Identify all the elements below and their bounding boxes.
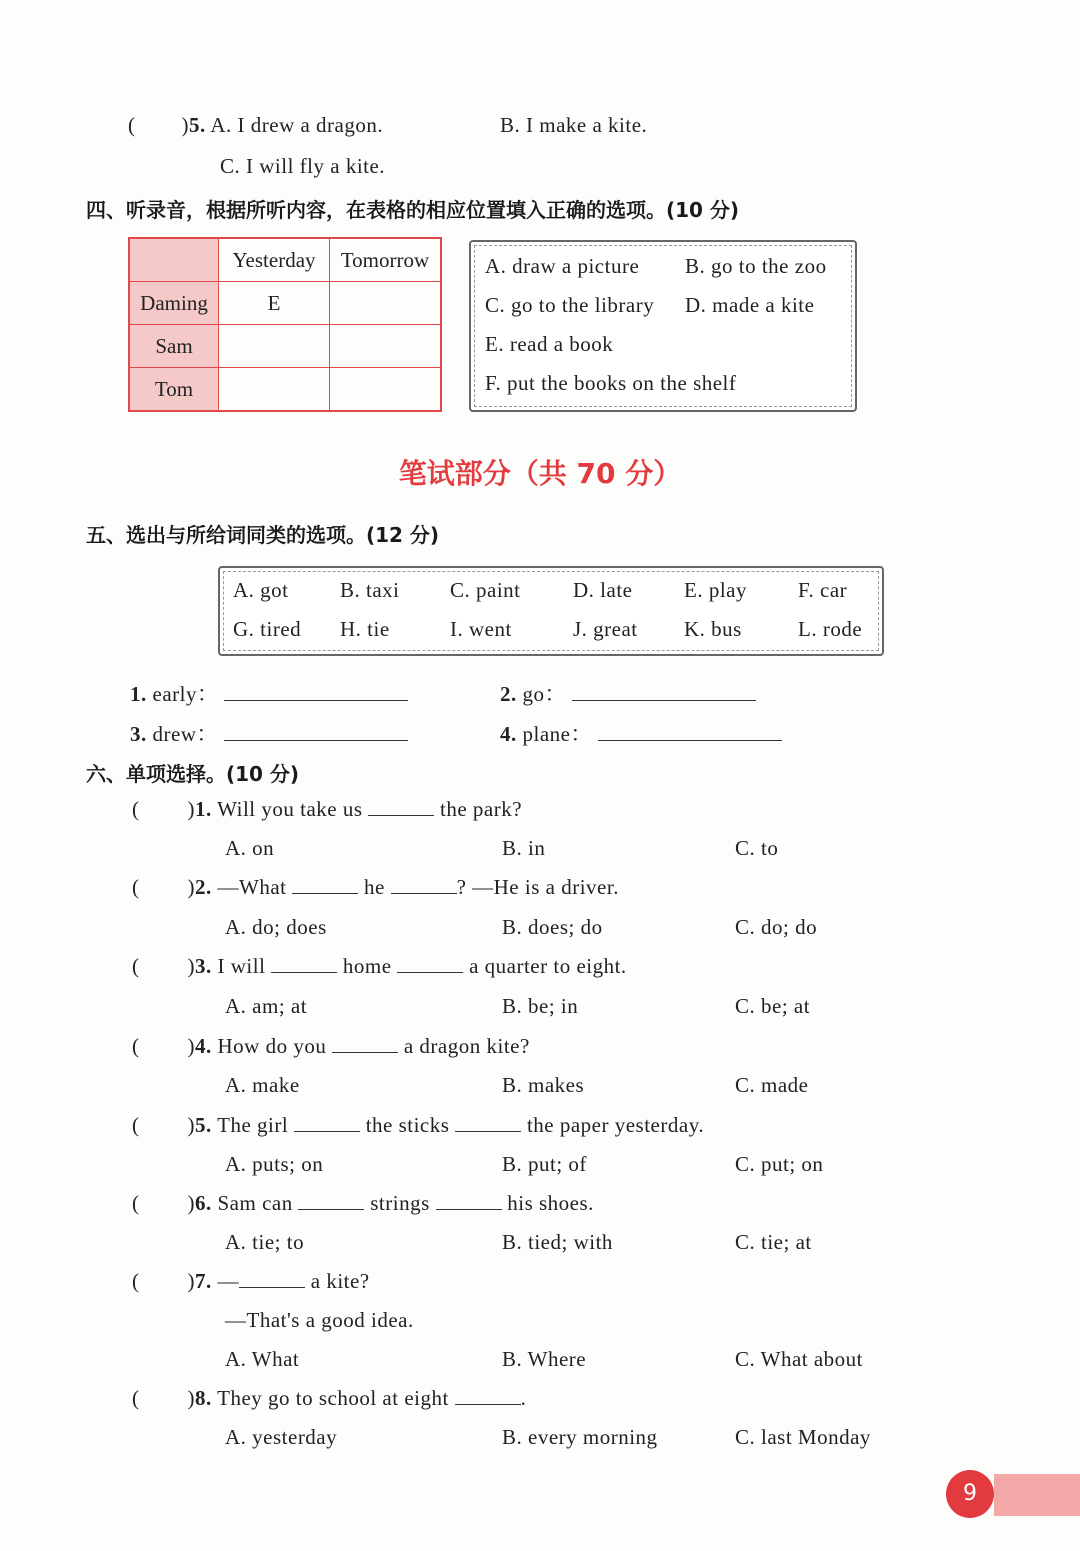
option-a[interactable]: A. make: [225, 1073, 300, 1097]
answer-blank[interactable]: [598, 739, 782, 741]
word-option: C. paint: [450, 578, 521, 602]
answer-paren[interactable]: ( ): [132, 954, 195, 978]
answer-blank[interactable]: [292, 892, 358, 894]
sec5-item: 3. drew：: [130, 718, 408, 748]
answer-blank[interactable]: [224, 699, 408, 701]
listening-option: B. go to the zoo: [685, 254, 827, 278]
question-row: ( )6. Sam can strings his shoes.: [132, 1191, 594, 1215]
question-row: ( )8. They go to school at eight .: [132, 1386, 527, 1410]
answer-paren[interactable]: ( ): [132, 1113, 195, 1137]
word-option: G. tired: [233, 617, 302, 641]
table-cell[interactable]: [330, 368, 442, 412]
answer-paren[interactable]: ( ): [132, 1386, 195, 1410]
sec5-item: 2. go：: [500, 678, 756, 708]
word-option: J. great: [573, 617, 638, 641]
section-6-title: 六、单项选择。(10 分): [86, 762, 300, 786]
option-c[interactable]: C. to: [735, 836, 779, 860]
question-row: ( )1. Will you take us the park?: [132, 797, 523, 821]
q3-5-row: ( )5. A. I drew a dragon.: [128, 113, 384, 137]
table-cell[interactable]: [219, 368, 330, 412]
word-option: L. rode: [798, 617, 863, 641]
word-option: D. late: [573, 578, 633, 602]
option-b[interactable]: B. tied; with: [502, 1230, 613, 1254]
page-number: 9: [946, 1470, 994, 1518]
option-c[interactable]: C. What about: [735, 1347, 864, 1371]
table-row-label: Tom: [129, 368, 219, 412]
question-7-reply: —That's a good idea.: [225, 1308, 414, 1332]
option-b[interactable]: B. every morning: [502, 1425, 658, 1449]
table-header-yesterday: Yesterday: [219, 238, 330, 282]
listening-table: [128, 237, 442, 412]
option-b[interactable]: B. does; do: [502, 915, 603, 939]
sec5-item: 1. early：: [130, 678, 408, 708]
question-row: ( )3. I will home a quarter to eight.: [132, 954, 627, 978]
option-c[interactable]: C. be; at: [735, 994, 811, 1018]
question-row: ( )5. The girl the sticks the paper yesterday.: [132, 1113, 705, 1137]
option-a[interactable]: A. am; at: [225, 994, 308, 1018]
table-header-tomorrow: Tomorrow: [330, 238, 442, 282]
question-row: ( )7. — a kite?: [132, 1269, 370, 1293]
listening-option: C. go to the library: [485, 293, 655, 317]
table-cell[interactable]: [219, 325, 330, 368]
table-cell[interactable]: [330, 325, 442, 368]
q3-5-option-b[interactable]: B. I make a kite.: [500, 113, 648, 137]
listening-option: F. put the books on the shelf: [485, 371, 737, 395]
option-a[interactable]: A. tie; to: [225, 1230, 305, 1254]
option-b[interactable]: B. makes: [502, 1073, 585, 1097]
answer-blank[interactable]: [572, 699, 756, 701]
option-a[interactable]: A. What: [225, 1347, 300, 1371]
sec5-item: 4. plane：: [500, 718, 782, 748]
word-options-box: [218, 566, 884, 656]
listening-option: A. draw a picture: [485, 254, 640, 278]
word-option: A. got: [233, 578, 289, 602]
option-c[interactable]: C. last Monday: [735, 1425, 871, 1449]
table-cell[interactable]: E: [219, 282, 330, 325]
word-option: E. play: [684, 578, 747, 602]
answer-blank[interactable]: [436, 1208, 502, 1210]
option-a[interactable]: A. do; does: [225, 915, 327, 939]
option-a[interactable]: A. on: [225, 836, 275, 860]
option-c[interactable]: C. do; do: [735, 915, 818, 939]
word-option: K. bus: [684, 617, 742, 641]
table-corner: [129, 238, 219, 282]
page-number-bar: [994, 1474, 1080, 1516]
q3-5-option-c[interactable]: C. I will fly a kite.: [220, 154, 386, 178]
answer-paren[interactable]: ( ): [132, 1191, 195, 1215]
question-row: ( )4. How do you a dragon kite?: [132, 1034, 530, 1058]
answer-blank[interactable]: [271, 971, 337, 973]
option-c[interactable]: C. made: [735, 1073, 809, 1097]
answer-blank[interactable]: [239, 1286, 305, 1288]
answer-blank[interactable]: [332, 1051, 398, 1053]
option-a[interactable]: A. puts; on: [225, 1152, 324, 1176]
answer-blank[interactable]: [294, 1130, 360, 1132]
word-option: H. tie: [340, 617, 390, 641]
option-c[interactable]: C. tie; at: [735, 1230, 812, 1254]
answer-paren[interactable]: ( ): [132, 1269, 195, 1293]
answer-blank[interactable]: [455, 1130, 521, 1132]
listening-option: D. made a kite: [685, 293, 815, 317]
answer-blank[interactable]: [298, 1208, 364, 1210]
listening-option: E. read a book: [485, 332, 614, 356]
word-option: F. car: [798, 578, 848, 602]
answer-paren[interactable]: ( ): [132, 797, 195, 821]
word-option: I. went: [450, 617, 512, 641]
answer-paren[interactable]: ( ): [132, 875, 195, 899]
written-part-title: 笔试部分（共 70 分）: [398, 457, 682, 490]
section-4-title: 四、听录音，根据所听内容，在表格的相应位置填入正确的选项。(10 分): [86, 198, 740, 222]
option-a[interactable]: A. yesterday: [225, 1425, 338, 1449]
option-b[interactable]: B. in: [502, 836, 546, 860]
answer-blank[interactable]: [368, 814, 434, 816]
table-row-label: Sam: [129, 325, 219, 368]
answer-blank[interactable]: [397, 971, 463, 973]
answer-blank[interactable]: [455, 1403, 521, 1405]
table-row-label: Daming: [129, 282, 219, 325]
option-c[interactable]: C. put; on: [735, 1152, 824, 1176]
q3-5-option-a[interactable]: A. I drew a dragon.: [210, 113, 384, 137]
answer-blank[interactable]: [224, 739, 408, 741]
answer-paren[interactable]: ( ): [132, 1034, 195, 1058]
word-option: B. taxi: [340, 578, 400, 602]
option-b[interactable]: B. put; of: [502, 1152, 587, 1176]
answer-blank[interactable]: [391, 892, 457, 894]
option-b[interactable]: B. Where: [502, 1347, 587, 1371]
option-b[interactable]: B. be; in: [502, 994, 579, 1018]
question-row: ( )2. —What he ? —He is a driver.: [132, 875, 619, 899]
section-5-title: 五、选出与所给词同类的选项。(12 分): [86, 523, 440, 547]
table-cell[interactable]: [330, 282, 442, 325]
